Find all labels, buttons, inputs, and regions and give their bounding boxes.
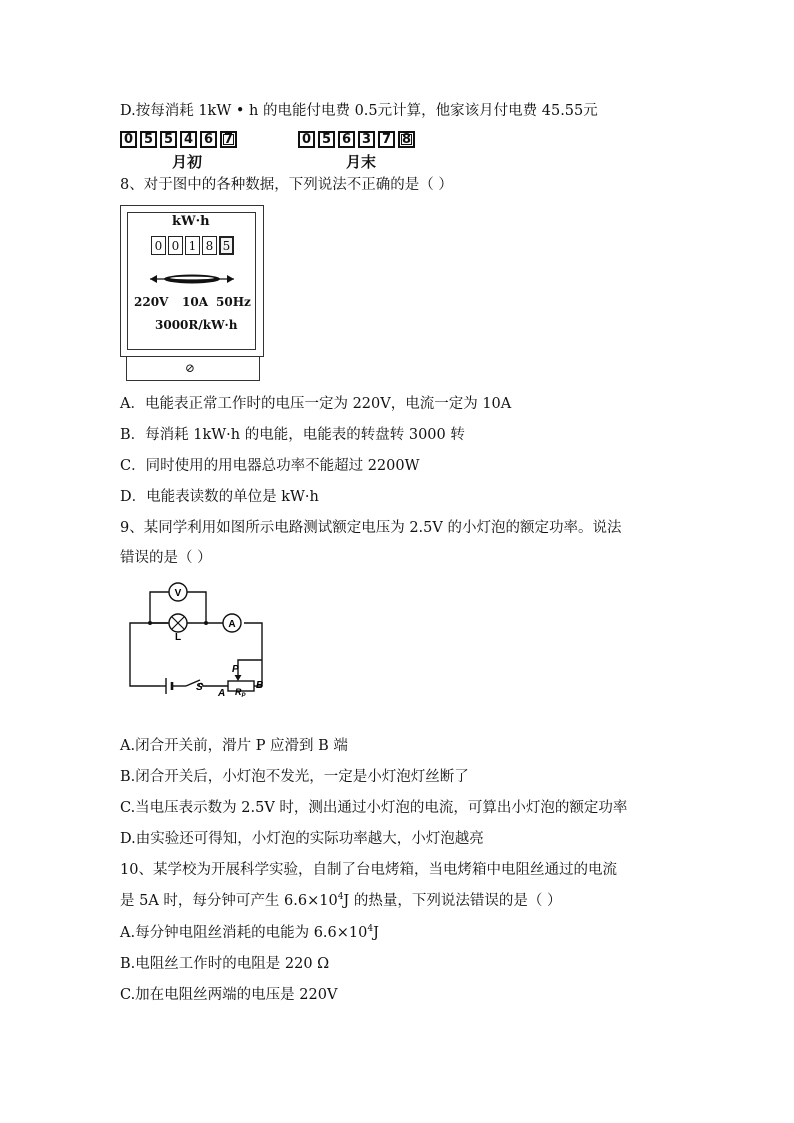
digit: 0 (298, 131, 315, 148)
q10-line2-post: J 的热量，下列说法错误的是（ ） (343, 893, 562, 909)
q9-question-line1: 9、某同学利用如图所示电路测试额定电压为 2.5V 的小灯泡的额定功率。说法 (120, 520, 622, 536)
q8-option-c: C．同时使用的用电器总功率不能超过 2200W (120, 458, 420, 474)
q10-option-b: B.电阻丝工作时的电阻是 220 Ω (120, 956, 330, 972)
q10-option-a-exponent: 4 (367, 924, 374, 935)
meter-digit-decimal: 5 (219, 236, 234, 255)
circuit-rheostat-sub: P (241, 693, 246, 698)
meter-voltage: 220V (134, 295, 169, 309)
digit: 6 (200, 131, 217, 148)
q7-option-d: D.按每消耗 1kW • h 的电能付电费 0.5元计算，他家该月付电费 45.55元 (120, 103, 598, 119)
digit: 6 (338, 131, 355, 148)
digit: 5 (140, 131, 157, 148)
q9-option-c: C.当电压表示数为 2.5V 时，测出通过小灯泡的电流，可算出小灯泡的额定功率 (120, 800, 628, 816)
meter-digit: 1 (185, 236, 200, 255)
q9-option-a: A.闭合开关前，滑片 P 应滑到 B 端 (120, 738, 348, 754)
digit: 3 (358, 131, 375, 148)
q10-question-line1: 10、某学校为开展科学实验，自制了台电烤箱，当电烤箱中电阻丝通过的电流 (120, 862, 617, 878)
q10-option-a (120, 923, 379, 943)
q9-option-b: B.闭合开关后，小灯泡不发光，一定是小灯泡灯丝断了 (120, 769, 469, 785)
digit: 7 (378, 131, 395, 148)
digit-decimal: 8 (398, 131, 415, 148)
q10-option-c: C.加在电阻丝两端的电压是 220V (120, 987, 338, 1003)
digit: 4 (180, 131, 197, 148)
q9-question-line2: 错误的是（ ） (120, 550, 212, 566)
q7-end-label: 月末 (346, 153, 377, 171)
q7-start-reading (120, 131, 240, 148)
digit: 5 (318, 131, 335, 148)
circuit-rheostat-label: R (235, 687, 242, 697)
meter-digit: 8 (202, 236, 217, 255)
circuit-ammeter-label: A (228, 619, 236, 630)
meter-frequency: 50Hz (216, 295, 251, 309)
circuit-switch-label: S (196, 682, 203, 693)
meter-digit: 0 (151, 236, 166, 255)
q8-question: 8、对于图中的各种数据，下列说法不正确的是（ ） (120, 177, 453, 193)
circuit-diagram (120, 578, 280, 698)
q8-option-a: A．电能表正常工作时的电压一定为 220V，电流一定为 10A (120, 396, 512, 412)
q7-end-reading (298, 131, 418, 148)
meter-digits (151, 236, 236, 255)
circuit-lamp-label: L (175, 632, 182, 643)
q10-option-a-post: J (373, 925, 379, 941)
q10-line2-exponent: 4 (337, 892, 344, 903)
disc-arrow-icon (148, 271, 238, 287)
circuit-end-a-label: A (218, 688, 226, 698)
digit-decimal: 7 (220, 131, 237, 148)
digit: 5 (160, 131, 177, 148)
meter-unit: kW·h (172, 214, 210, 229)
meter-revs: 3000R/kW·h (155, 318, 238, 332)
q10-question-line2 (120, 891, 561, 911)
q9-option-d: D.由实验还可得知，小灯泡的实际功率越大，小灯泡越亮 (120, 831, 484, 847)
q7-start-label: 月初 (172, 153, 203, 171)
digit: 0 (120, 131, 137, 148)
circuit-slider-label: P (232, 664, 239, 675)
meter-digit: 0 (168, 236, 183, 255)
circuit-voltmeter-label: V (174, 588, 182, 599)
q8-option-d: D．电能表读数的单位是 kW·h (120, 489, 319, 505)
screw-icon: ⊘ (185, 361, 196, 375)
q10-option-a-pre: A.每分钟电阻丝消耗的电能为 6.6×10 (120, 925, 368, 941)
q10-line2-pre: 是 5A 时，每分钟可产生 6.6×10 (120, 893, 338, 909)
meter-current: 10A (182, 295, 209, 309)
q8-option-b: B．每消耗 1kW·h 的电能，电能表的转盘转 3000 转 (120, 427, 465, 443)
circuit-end-b-label: B (256, 680, 264, 691)
